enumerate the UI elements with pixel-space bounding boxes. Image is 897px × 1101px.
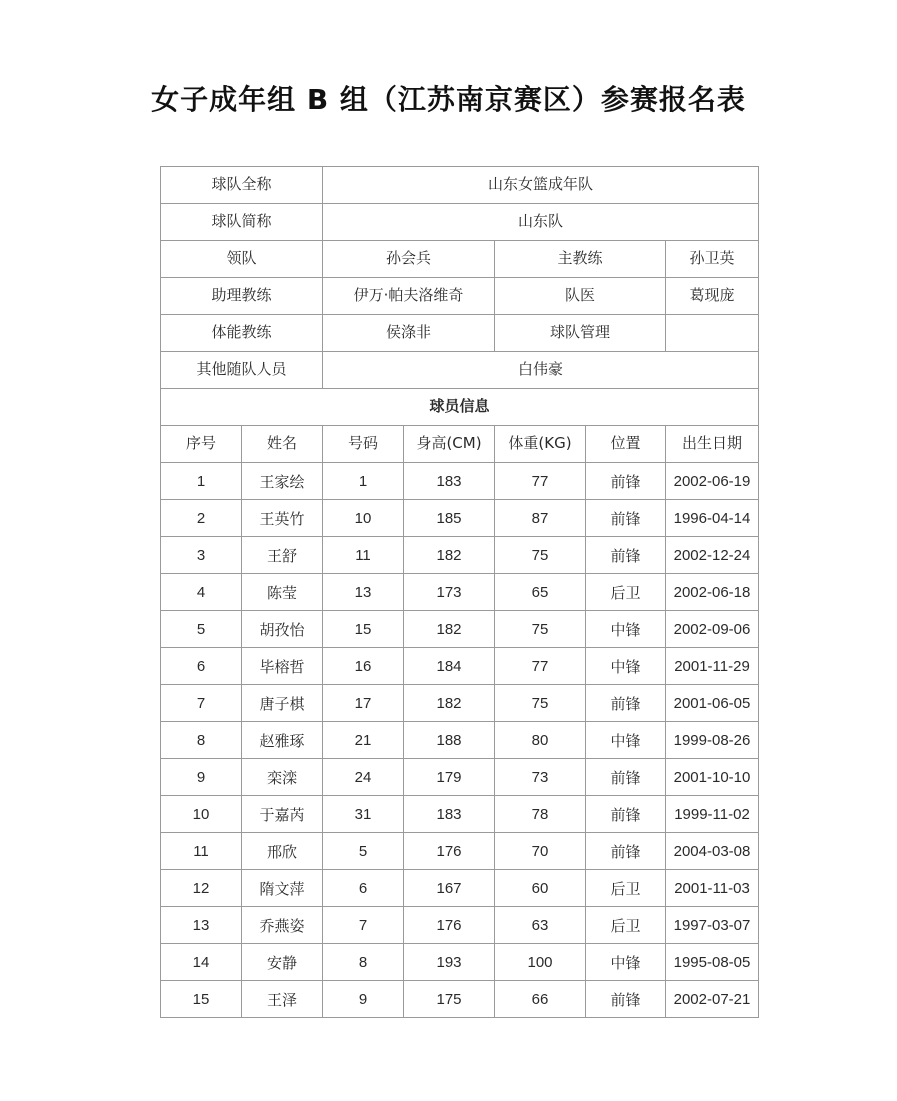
fitness-coach-value: 侯涤非 [323,315,495,352]
assistant-coach-label: 助理教练 [161,278,323,315]
player-height: 183 [404,463,495,500]
team-manager-value [666,315,759,352]
player-name: 隋文萍 [242,870,323,907]
leader-label: 领队 [161,241,323,278]
player-jersey-number: 10 [323,500,404,537]
player-height: 183 [404,796,495,833]
player-index: 2 [161,500,242,537]
player-birth-date: 2002-06-19 [666,463,759,500]
registration-table [160,166,759,1018]
player-jersey-number: 7 [323,907,404,944]
player-birth-date: 1997-03-07 [666,907,759,944]
team-full-name-label: 球队全称 [161,167,323,204]
fitness-coach-row [161,315,759,352]
player-weight: 78 [495,796,586,833]
player-row [161,722,759,759]
player-jersey-number: 1 [323,463,404,500]
player-name: 邢欣 [242,833,323,870]
player-jersey-number: 9 [323,981,404,1018]
team-short-name-label: 球队简称 [161,204,323,241]
player-birth-date: 2002-09-06 [666,611,759,648]
column-header: 号码 [323,426,404,463]
player-name: 王泽 [242,981,323,1018]
player-index: 4 [161,574,242,611]
player-birth-date: 2002-06-18 [666,574,759,611]
player-index: 5 [161,611,242,648]
players-section-row [161,389,759,426]
player-height: 182 [404,685,495,722]
assistant-coach-value: 伊万·帕夫洛维奇 [323,278,495,315]
other-staff-row [161,352,759,389]
player-jersey-number: 21 [323,722,404,759]
player-jersey-number: 5 [323,833,404,870]
player-position: 前锋 [586,833,666,870]
leader-value: 孙会兵 [323,241,495,278]
player-index: 7 [161,685,242,722]
player-jersey-number: 15 [323,611,404,648]
player-birth-date: 1996-04-14 [666,500,759,537]
team-doctor-value: 葛现庞 [666,278,759,315]
player-row [161,611,759,648]
player-position: 前锋 [586,463,666,500]
assistant-coach-row [161,278,759,315]
player-position: 后卫 [586,907,666,944]
player-jersey-number: 17 [323,685,404,722]
player-height: 182 [404,611,495,648]
column-header: 出生日期 [666,426,759,463]
page-title: 女子成年组 B 组（江苏南京赛区）参赛报名表 [151,83,746,116]
player-index: 3 [161,537,242,574]
player-height: 173 [404,574,495,611]
player-jersey-number: 16 [323,648,404,685]
player-name: 王家绘 [242,463,323,500]
player-row [161,944,759,981]
player-row [161,463,759,500]
player-jersey-number: 24 [323,759,404,796]
player-position: 前锋 [586,981,666,1018]
player-height: 175 [404,981,495,1018]
player-height: 176 [404,907,495,944]
team-short-name-row [161,204,759,241]
team-full-name-row [161,167,759,204]
player-name: 胡孜怡 [242,611,323,648]
player-index: 13 [161,907,242,944]
player-weight: 75 [495,685,586,722]
column-header: 身高(CM) [404,426,495,463]
player-position: 后卫 [586,870,666,907]
fitness-coach-label: 体能教练 [161,315,323,352]
column-header: 位置 [586,426,666,463]
player-position: 中锋 [586,944,666,981]
player-index: 15 [161,981,242,1018]
player-position: 前锋 [586,537,666,574]
player-weight: 75 [495,537,586,574]
player-index: 11 [161,833,242,870]
player-index: 1 [161,463,242,500]
player-weight: 80 [495,722,586,759]
head-coach-value: 孙卫英 [666,241,759,278]
player-birth-date: 2002-07-21 [666,981,759,1018]
player-weight: 73 [495,759,586,796]
player-birth-date: 1995-08-05 [666,944,759,981]
player-birth-date: 2001-11-03 [666,870,759,907]
player-weight: 60 [495,870,586,907]
leader-row [161,241,759,278]
player-name: 陈莹 [242,574,323,611]
column-header: 体重(KG) [495,426,586,463]
player-jersey-number: 13 [323,574,404,611]
head-coach-label: 主教练 [495,241,666,278]
player-index: 9 [161,759,242,796]
player-position: 前锋 [586,759,666,796]
other-staff-label: 其他随队人员 [161,352,323,389]
player-name: 于嘉芮 [242,796,323,833]
player-row [161,500,759,537]
player-birth-date: 1999-11-02 [666,796,759,833]
player-name: 安静 [242,944,323,981]
player-birth-date: 2001-10-10 [666,759,759,796]
player-birth-date: 2002-12-24 [666,537,759,574]
other-staff-value: 白伟豪 [323,352,759,389]
player-index: 10 [161,796,242,833]
player-height: 184 [404,648,495,685]
player-row [161,907,759,944]
player-row [161,685,759,722]
player-weight: 70 [495,833,586,870]
team-full-name-value: 山东女篮成年队 [323,167,759,204]
player-height: 176 [404,833,495,870]
player-position: 前锋 [586,500,666,537]
player-weight: 65 [495,574,586,611]
player-weight: 77 [495,648,586,685]
player-position: 前锋 [586,796,666,833]
player-height: 182 [404,537,495,574]
player-weight: 100 [495,944,586,981]
column-header: 姓名 [242,426,323,463]
column-header: 序号 [161,426,242,463]
player-name: 毕榕哲 [242,648,323,685]
player-birth-date: 2004-03-08 [666,833,759,870]
player-jersey-number: 8 [323,944,404,981]
player-position: 中锋 [586,722,666,759]
player-position: 中锋 [586,611,666,648]
player-row [161,759,759,796]
player-birth-date: 2001-06-05 [666,685,759,722]
player-index: 6 [161,648,242,685]
player-name: 王舒 [242,537,323,574]
player-weight: 63 [495,907,586,944]
player-height: 179 [404,759,495,796]
player-height: 188 [404,722,495,759]
player-birth-date: 1999-08-26 [666,722,759,759]
player-weight: 77 [495,463,586,500]
player-columns-header [161,426,759,463]
player-name: 王英竹 [242,500,323,537]
player-row [161,981,759,1018]
player-position: 后卫 [586,574,666,611]
team-doctor-label: 队医 [495,278,666,315]
player-name: 赵雅琢 [242,722,323,759]
team-manager-label: 球队管理 [495,315,666,352]
player-jersey-number: 31 [323,796,404,833]
player-index: 14 [161,944,242,981]
player-name: 乔燕姿 [242,907,323,944]
player-name: 栾滦 [242,759,323,796]
player-row [161,537,759,574]
player-weight: 87 [495,500,586,537]
player-height: 167 [404,870,495,907]
team-short-name-value: 山东队 [323,204,759,241]
player-weight: 66 [495,981,586,1018]
player-birth-date: 2001-11-29 [666,648,759,685]
player-weight: 75 [495,611,586,648]
player-jersey-number: 6 [323,870,404,907]
player-name: 唐子棋 [242,685,323,722]
player-row [161,796,759,833]
player-row [161,833,759,870]
player-height: 185 [404,500,495,537]
player-row [161,870,759,907]
player-jersey-number: 11 [323,537,404,574]
player-index: 8 [161,722,242,759]
player-position: 前锋 [586,685,666,722]
player-height: 193 [404,944,495,981]
player-row [161,648,759,685]
player-row [161,574,759,611]
player-index: 12 [161,870,242,907]
player-position: 中锋 [586,648,666,685]
players-section-heading: 球员信息 [161,389,759,426]
